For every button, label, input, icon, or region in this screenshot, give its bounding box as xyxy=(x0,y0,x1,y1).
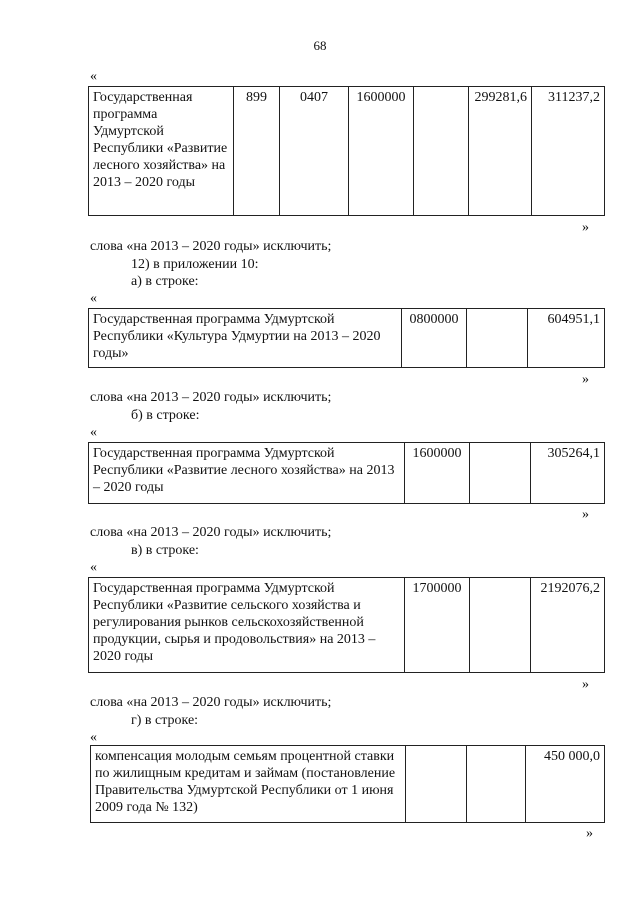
close-quote: » xyxy=(582,677,589,692)
program-name: Государственная программа Удмуртской Республики «Развитие лесного хозяйства» на 2013 – 2020 годы xyxy=(89,87,234,216)
code-target: 1700000 xyxy=(405,578,470,673)
instruction-text: слова «на 2013 – 2020 годы» исключить; xyxy=(90,525,332,540)
instruction-text: слова «на 2013 – 2020 годы» исключить; xyxy=(90,390,332,405)
budget-table-3 xyxy=(88,442,605,504)
program-name: Государственная программа Удмуртской Республики «Культура Удмуртии на 2013 – 2020 годы» xyxy=(89,309,402,368)
code-expense-type xyxy=(414,87,469,216)
budget-table-5 xyxy=(90,745,605,823)
amount-1: 299281,6 xyxy=(469,87,532,216)
close-quote: » xyxy=(582,372,589,387)
code-target: 1600000 xyxy=(349,87,414,216)
amount-2: 311237,2 xyxy=(532,87,605,216)
code-expense-type xyxy=(467,309,528,368)
expense-name: компенсация молодым семьям процентной ставки по жилищным кредитам и займам (постановление Правительства Удмуртской Республики от 1 июня 2009 года № 132) xyxy=(91,746,406,823)
program-name: Государственная программа Удмуртской Республики «Развитие сельского хозяйства и регулирования рынков сельскохозяйственной продукции, сырья и продовольствия» на 2013 – 2020 годы xyxy=(89,578,405,673)
budget-table-1 xyxy=(88,86,605,216)
amount: 604951,1 xyxy=(528,309,605,368)
open-quote: « xyxy=(90,730,97,745)
budget-table-2 xyxy=(88,308,605,368)
page-number: 68 xyxy=(313,38,327,53)
open-quote: « xyxy=(90,425,97,440)
amount: 305264,1 xyxy=(531,443,605,504)
code-target: 0800000 xyxy=(402,309,467,368)
code-expense-type xyxy=(470,443,531,504)
instruction-text: слова «на 2013 – 2020 годы» исключить; xyxy=(90,239,332,254)
code-target: 1600000 xyxy=(405,443,470,504)
amount: 450 000,0 xyxy=(526,746,605,823)
close-quote: » xyxy=(586,826,593,841)
close-quote: » xyxy=(582,507,589,522)
instruction-text: слова «на 2013 – 2020 годы» исключить; xyxy=(90,695,332,710)
subitem-heading: б) в строке: xyxy=(131,408,200,423)
program-name: Государственная программа Удмуртской Республики «Развитие лесного хозяйства» на 2013 – 2020 годы xyxy=(89,443,405,504)
open-quote: « xyxy=(90,560,97,575)
code-ministry: 899 xyxy=(234,87,280,216)
subitem-heading: в) в строке: xyxy=(131,543,199,558)
subitem-heading: а) в строке: xyxy=(131,274,199,289)
close-quote: » xyxy=(582,220,589,235)
item-heading: 12) в приложении 10: xyxy=(131,257,259,272)
budget-table-4 xyxy=(88,577,605,673)
open-quote: « xyxy=(90,291,97,306)
subitem-heading: г) в строке: xyxy=(131,713,199,728)
code-section: 0407 xyxy=(280,87,349,216)
code-target xyxy=(406,746,467,823)
code-expense-type xyxy=(467,746,526,823)
open-quote: « xyxy=(90,69,97,84)
code-expense-type xyxy=(470,578,531,673)
amount: 2192076,2 xyxy=(531,578,605,673)
